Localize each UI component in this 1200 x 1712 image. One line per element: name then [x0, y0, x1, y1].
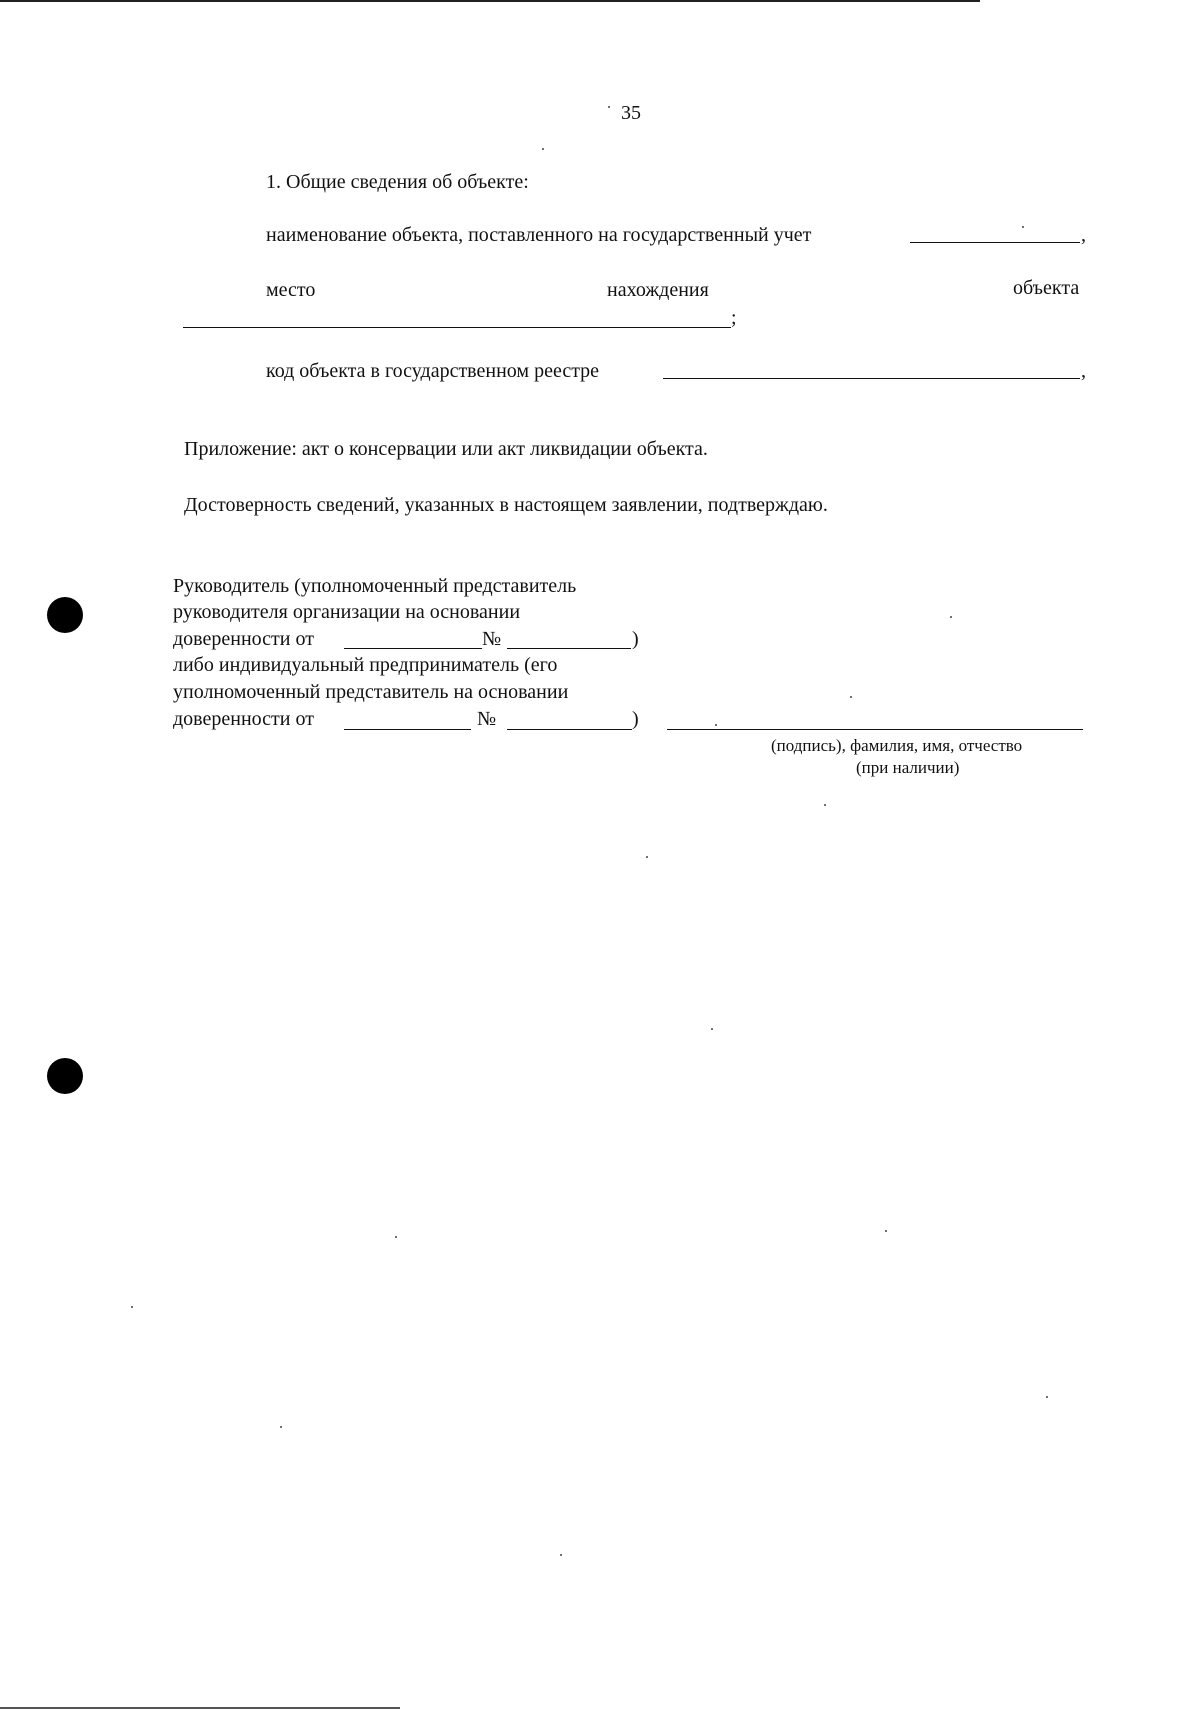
location-word-finding: нахождения: [607, 279, 709, 301]
signatory-line-2: руководителя организации на основании: [173, 601, 521, 623]
object-name-label: наименование объекта, поставленного на государственный учет: [266, 224, 812, 246]
scan-top-edge: [0, 0, 980, 2]
proxy-date-blank-2[interactable]: [344, 729, 471, 730]
signatory-line-5: уполномоченный представитель на основании: [173, 681, 569, 703]
scan-speck: [824, 804, 826, 806]
scan-speck: [1046, 1396, 1048, 1398]
signature-caption-line-1: (подпись), фамилия, имя, отчество: [771, 736, 1023, 755]
proxy-number-sign-1: №: [482, 628, 502, 650]
scan-speck: [542, 148, 544, 150]
signature-caption-line-2: (при наличии): [856, 758, 960, 777]
scan-speck: [950, 616, 952, 618]
scan-speck: [715, 724, 717, 726]
scan-speck: [646, 856, 648, 858]
proxy-number-blank-1[interactable]: [507, 648, 631, 649]
scan-speck: [711, 1028, 713, 1030]
page-number: 35: [621, 102, 641, 124]
signatory-line-4: либо индивидуальный предприниматель (его: [173, 654, 558, 676]
location-blank[interactable]: [183, 327, 731, 328]
scan-speck: [885, 1230, 887, 1232]
section-heading: 1. Общие сведения об объекте:: [266, 171, 529, 193]
scan-speck: [560, 1554, 562, 1556]
proxy-number-sign-2: №: [477, 708, 497, 730]
registry-code-label: код объекта в государственном реестре: [266, 360, 600, 382]
confirmation-statement: Достоверность сведений, указанных в настоящем заявлении, подтверждаю.: [184, 494, 828, 516]
punch-hole-bottom: [47, 1058, 83, 1094]
location-word-object: объекта: [1013, 277, 1080, 299]
object-name-blank[interactable]: [910, 242, 1080, 243]
scan-speck: [608, 106, 610, 108]
proxy-number-blank-2[interactable]: [507, 729, 632, 730]
location-word-place: место: [266, 279, 316, 301]
proxy-close-paren-1: ): [632, 628, 639, 650]
scan-speck: [395, 1236, 397, 1238]
punch-hole-top: [47, 597, 83, 633]
scan-bottom-edge: [0, 1707, 400, 1709]
scan-speck: [131, 1306, 133, 1308]
signatory-line-3-prefix: доверенности от: [173, 628, 314, 650]
object-name-comma: ,: [1081, 224, 1086, 246]
location-semicolon: ;: [731, 307, 737, 329]
signatory-line-6-prefix: доверенности от: [173, 708, 314, 730]
signature-blank[interactable]: [667, 729, 1083, 730]
signatory-line-1: Руководитель (уполномоченный представитель: [173, 575, 577, 597]
scan-speck: [850, 696, 852, 698]
scan-speck: [280, 1426, 282, 1428]
registry-code-blank[interactable]: [663, 378, 1080, 379]
scan-speck: [1022, 226, 1024, 228]
attachment-note: Приложение: акт о консервации или акт ликвидации объекта.: [184, 438, 708, 460]
proxy-date-blank-1[interactable]: [344, 648, 482, 649]
proxy-close-paren-2: ): [632, 708, 639, 730]
registry-code-comma: ,: [1081, 360, 1086, 382]
